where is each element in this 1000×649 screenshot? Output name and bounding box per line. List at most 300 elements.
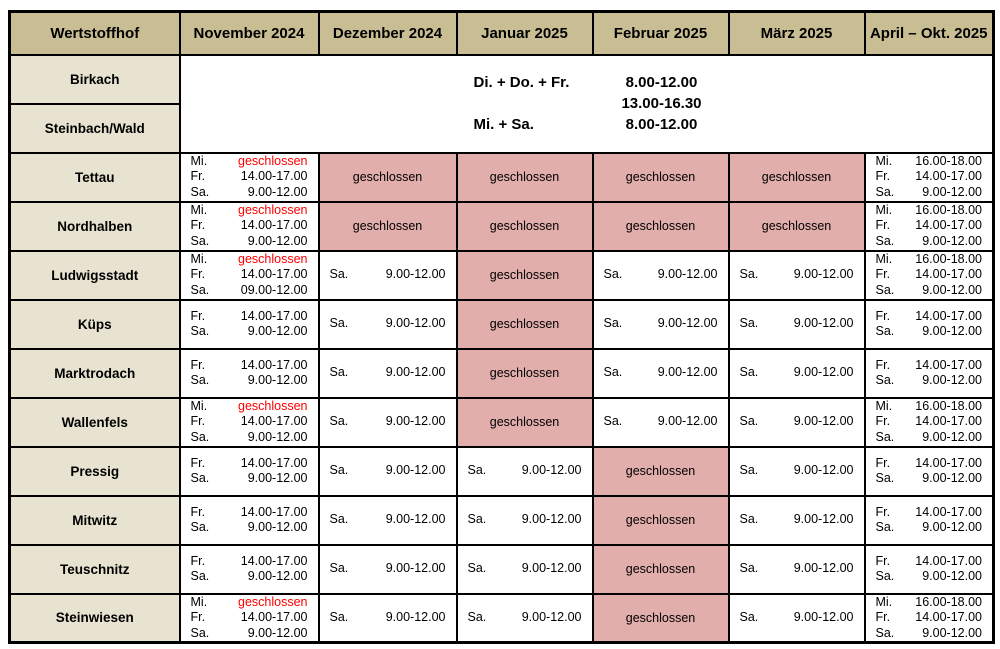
- day-label: Sa.: [329, 512, 349, 527]
- day-label: Mi.: [875, 251, 893, 266]
- time-value: 9.00-12.00: [922, 569, 982, 583]
- schedule-entry: [181, 430, 318, 446]
- schedule-entry: [181, 252, 318, 268]
- schedule-cell: [319, 496, 457, 545]
- time-value: 16.00-18.00: [915, 594, 982, 609]
- day-label: Sa.: [329, 414, 349, 429]
- schedule-entry: [866, 414, 993, 430]
- time-value: geschlossen: [238, 594, 308, 609]
- time-value: 14.00-17.00: [240, 553, 308, 568]
- location-label: Mitwitz: [10, 496, 180, 545]
- closed-label: geschlossen: [625, 562, 696, 576]
- closed-cell: [319, 153, 457, 202]
- day-label: Sa.: [603, 316, 623, 331]
- day-label: Sa.: [603, 365, 623, 380]
- schedule-cell: [729, 496, 865, 545]
- closed-label: geschlossen: [761, 219, 832, 233]
- schedule-cell: [865, 496, 994, 545]
- schedule-cell: [729, 300, 865, 349]
- schedule-entry: [181, 626, 318, 642]
- time-value: geschlossen: [238, 202, 308, 217]
- day-label: Sa.: [190, 471, 210, 485]
- time-value: 9.00-12.00: [247, 373, 308, 387]
- closed-cell: [729, 153, 865, 202]
- day-label: Fr.: [875, 267, 891, 282]
- schedule-entry: [730, 365, 864, 381]
- location-label: Steinbach/Wald: [10, 104, 180, 153]
- day-label: Sa.: [467, 610, 487, 624]
- schedule-entry: [320, 463, 456, 479]
- day-label: Mi.: [190, 202, 208, 217]
- schedule-entry: [866, 267, 993, 283]
- schedule-cell: [319, 251, 457, 300]
- schedule-entry: [594, 365, 728, 381]
- day-label: Fr.: [875, 610, 891, 624]
- day-label: Sa.: [190, 625, 210, 640]
- time-value: 9.00-12.00: [793, 610, 854, 624]
- schedule-entry: [594, 267, 728, 283]
- schedule-entry: [866, 569, 993, 585]
- schedule-entry: [866, 399, 993, 415]
- schedule-cell: [180, 594, 319, 643]
- day-label: Sa.: [467, 463, 487, 478]
- schedule-entry: [866, 554, 993, 570]
- time-value: 9.00-12.00: [247, 324, 308, 338]
- time-value: 9.00-12.00: [657, 316, 718, 331]
- schedule-entry: [181, 471, 318, 487]
- day-label: Sa.: [739, 463, 759, 478]
- time-value: 9.00-12.00: [922, 520, 982, 534]
- schedule-entry: [181, 456, 318, 472]
- schedule-cell: [180, 496, 319, 545]
- time-value: 14.00-17.00: [240, 357, 308, 372]
- day-label: Mi.: [190, 594, 208, 609]
- day-label: Sa.: [739, 316, 759, 331]
- schedule-cell: [180, 153, 319, 202]
- schedule-cell: [865, 398, 994, 447]
- day-label: Sa.: [329, 561, 349, 576]
- column-header-month: Januar 2025: [457, 12, 593, 55]
- time-value: 9.00-12.00: [922, 324, 982, 338]
- closed-cell: [593, 545, 729, 594]
- schedule-cell: [457, 594, 593, 643]
- schedule-cell: [729, 594, 865, 643]
- time-value: 14.00-17.00: [240, 169, 308, 184]
- notice-cell: [180, 55, 994, 153]
- notice-line: [181, 114, 993, 135]
- day-label: Sa.: [329, 463, 349, 478]
- day-label: Mi.: [875, 202, 893, 217]
- schedule-entry: [181, 267, 318, 283]
- day-label: Fr.: [190, 169, 206, 184]
- day-label: Sa.: [190, 569, 210, 583]
- closed-cell: [593, 594, 729, 643]
- time-value: 9.00-12.00: [521, 561, 582, 576]
- schedule-cell: [319, 300, 457, 349]
- time-value: 14.00-17.00: [240, 218, 308, 233]
- schedule-entry: [594, 316, 728, 332]
- day-label: Sa.: [875, 184, 895, 199]
- location-label: Birkach: [10, 55, 180, 104]
- schedule-entry: [866, 610, 993, 626]
- table-row: [10, 202, 994, 251]
- day-label: Fr.: [190, 504, 206, 519]
- day-label: Sa.: [467, 512, 487, 527]
- schedule-entry: [866, 520, 993, 536]
- day-label: Fr.: [190, 308, 206, 323]
- schedule-entry: [320, 267, 456, 283]
- schedule-cell: [865, 447, 994, 496]
- schedule-cell: [319, 447, 457, 496]
- time-value: 9.00-12.00: [247, 520, 308, 534]
- day-label: Sa.: [739, 365, 759, 380]
- table-row: [10, 447, 994, 496]
- closed-cell: [457, 300, 593, 349]
- closed-label: geschlossen: [352, 219, 423, 233]
- time-value: 9.00-12.00: [385, 365, 446, 380]
- schedule-entry: [181, 505, 318, 521]
- schedule-entry: [458, 512, 592, 528]
- schedule-entry: [181, 218, 318, 234]
- schedule-cell: [865, 251, 994, 300]
- day-label: Sa.: [739, 267, 759, 282]
- location-label: Tettau: [10, 153, 180, 202]
- day-label: Sa.: [739, 512, 759, 527]
- location-label: Pressig: [10, 447, 180, 496]
- schedule-entry: [594, 414, 728, 430]
- time-value: 14.00-17.00: [915, 218, 982, 233]
- schedule-entry: [730, 512, 864, 528]
- wertstoffhof-table: [8, 10, 995, 644]
- schedule-entry: [181, 399, 318, 415]
- closed-cell: [593, 496, 729, 545]
- schedule-cell: [319, 545, 457, 594]
- day-label: Sa.: [603, 267, 623, 282]
- table-row: [10, 300, 994, 349]
- day-label: Sa.: [603, 414, 623, 429]
- day-label: Sa.: [190, 282, 210, 297]
- schedule-entry: [866, 169, 993, 185]
- closed-label: geschlossen: [489, 268, 560, 282]
- time-value: 16.00-18.00: [915, 251, 982, 266]
- table-row: [10, 251, 994, 300]
- day-label: Sa.: [875, 569, 895, 583]
- day-label: Sa.: [190, 233, 210, 248]
- closed-label: geschlossen: [625, 513, 696, 527]
- schedule-cell: [865, 300, 994, 349]
- time-value: 14.00-17.00: [240, 504, 308, 519]
- time-value: 9.00-12.00: [247, 625, 308, 640]
- table-body: [10, 55, 994, 643]
- time-value: 9.00-12.00: [922, 429, 982, 444]
- schedule-cell: [319, 594, 457, 643]
- schedule-cell: [865, 594, 994, 643]
- schedule-cell: [865, 545, 994, 594]
- day-label: Sa.: [329, 316, 349, 331]
- schedule-entry: [866, 234, 993, 250]
- closed-cell: [457, 349, 593, 398]
- day-label: Sa.: [190, 520, 210, 534]
- header-row: [10, 12, 994, 55]
- schedule-cell: [180, 202, 319, 251]
- schedule-entry: [730, 610, 864, 626]
- column-header-month: Dezember 2024: [319, 12, 457, 55]
- column-header-month: November 2024: [180, 12, 319, 55]
- time-value: 14.00-17.00: [915, 169, 982, 184]
- time-value: 9.00-12.00: [521, 512, 582, 527]
- schedule-cell: [593, 398, 729, 447]
- schedule-entry: [181, 414, 318, 430]
- day-label: Sa.: [190, 184, 210, 199]
- schedule-cell: [729, 545, 865, 594]
- time-value: 9.00-12.00: [385, 463, 446, 478]
- day-label: Sa.: [875, 520, 895, 534]
- schedule-entry: [320, 561, 456, 577]
- day-label: Fr.: [875, 308, 891, 323]
- day-label: Sa.: [875, 429, 895, 444]
- day-label: Fr.: [190, 610, 206, 624]
- table-row: [10, 594, 994, 643]
- schedule-entry: [181, 324, 318, 340]
- time-value: 14.00-17.00: [240, 308, 308, 323]
- time-value: 9.00-12.00: [922, 373, 982, 387]
- time-value: 9.00-12.00: [657, 267, 718, 282]
- table-row: [10, 153, 994, 202]
- schedule-entry: [866, 373, 993, 389]
- schedule-entry: [730, 316, 864, 332]
- schedule-cell: [180, 398, 319, 447]
- schedule-entry: [730, 414, 864, 430]
- day-label: Fr.: [190, 267, 206, 282]
- location-label: Wallenfels: [10, 398, 180, 447]
- location-label: Teuschnitz: [10, 545, 180, 594]
- time-value: 9.00-12.00: [521, 610, 582, 624]
- day-label: Fr.: [875, 169, 891, 184]
- schedule-entry: [320, 414, 456, 430]
- schedule-entry: [320, 316, 456, 332]
- day-label: Sa.: [739, 414, 759, 429]
- schedule-entry: [181, 610, 318, 626]
- notice-days-label: Mi. + Sa.: [473, 116, 534, 133]
- day-label: Sa.: [190, 429, 210, 444]
- schedule-entry: [866, 309, 993, 325]
- time-value: 14.00-17.00: [240, 610, 308, 624]
- day-label: Fr.: [875, 414, 891, 429]
- time-value: 9.00-12.00: [793, 512, 854, 527]
- location-label: Küps: [10, 300, 180, 349]
- time-value: 14.00-17.00: [915, 455, 982, 470]
- schedule-entry: [181, 595, 318, 611]
- closed-label: geschlossen: [489, 219, 560, 233]
- time-value: 9.00-12.00: [247, 429, 308, 444]
- day-label: Mi.: [190, 251, 208, 266]
- schedule-entry: [866, 626, 993, 642]
- schedule-entry: [866, 252, 993, 268]
- day-label: Mi.: [875, 594, 893, 609]
- time-value: 14.00-17.00: [915, 610, 982, 624]
- time-value: 9.00-12.00: [793, 414, 854, 429]
- schedule-entry: [320, 610, 456, 626]
- time-value: 9.00-12.00: [793, 561, 854, 576]
- time-value: 9.00-12.00: [521, 463, 582, 478]
- time-value: 16.00-18.00: [915, 153, 982, 168]
- schedule-cell: [180, 545, 319, 594]
- schedule-cell: [729, 447, 865, 496]
- closed-cell: [457, 153, 593, 202]
- time-value: 9.00-12.00: [793, 365, 854, 380]
- day-label: Sa.: [329, 267, 349, 282]
- closed-label: geschlossen: [489, 415, 560, 429]
- schedule-entry: [181, 569, 318, 585]
- day-label: Sa.: [875, 625, 895, 640]
- day-label: Sa.: [739, 561, 759, 576]
- time-value: 09.00-12.00: [240, 282, 308, 297]
- day-label: Sa.: [190, 373, 210, 387]
- table-row: [10, 545, 994, 594]
- time-value: 9.00-12.00: [247, 569, 308, 583]
- day-label: Fr.: [875, 357, 891, 372]
- closed-cell: [457, 251, 593, 300]
- closed-cell: [593, 153, 729, 202]
- schedule-entry: [181, 309, 318, 325]
- day-label: Fr.: [190, 357, 206, 372]
- time-value: 9.00-12.00: [793, 316, 854, 331]
- notice-line: [181, 72, 993, 93]
- time-value: 9.00-12.00: [385, 267, 446, 282]
- time-value: 14.00-17.00: [915, 504, 982, 519]
- location-label: Marktrodach: [10, 349, 180, 398]
- day-label: Mi.: [190, 398, 208, 413]
- table-row: [10, 55, 994, 104]
- time-value: 14.00-17.00: [915, 414, 982, 429]
- day-label: Mi.: [875, 153, 893, 168]
- schedule-entry: [866, 154, 993, 170]
- schedule-cell: [457, 447, 593, 496]
- closed-label: geschlossen: [489, 317, 560, 331]
- schedule-cell: [319, 349, 457, 398]
- schedule-entry: [458, 561, 592, 577]
- time-value: 9.00-12.00: [247, 184, 308, 199]
- day-label: Sa.: [875, 282, 895, 297]
- schedule-cell: [593, 251, 729, 300]
- time-value: 14.00-17.00: [240, 414, 308, 429]
- schedule-cell: [729, 251, 865, 300]
- closed-cell: [457, 398, 593, 447]
- time-value: geschlossen: [238, 153, 308, 168]
- notice-line: [181, 93, 993, 114]
- schedule-cell: [865, 349, 994, 398]
- schedule-entry: [181, 373, 318, 389]
- closed-cell: [593, 447, 729, 496]
- time-value: 14.00-17.00: [915, 357, 982, 372]
- closed-label: geschlossen: [625, 170, 696, 184]
- schedule-cell: [593, 300, 729, 349]
- day-label: Fr.: [875, 553, 891, 568]
- location-label: Ludwigsstadt: [10, 251, 180, 300]
- time-value: 9.00-12.00: [247, 471, 308, 485]
- time-value: 14.00-17.00: [915, 267, 982, 282]
- schedule-entry: [458, 463, 592, 479]
- notice-days-label: Di. + Do. + Fr.: [473, 74, 570, 91]
- day-label: Sa.: [467, 561, 487, 576]
- day-label: Sa.: [875, 373, 895, 387]
- schedule-entry: [866, 595, 993, 611]
- column-header-month: Februar 2025: [593, 12, 729, 55]
- day-label: Fr.: [875, 455, 891, 470]
- day-label: Sa.: [190, 324, 210, 338]
- schedule-entry: [181, 283, 318, 299]
- schedule-entry: [730, 463, 864, 479]
- closed-label: geschlossen: [489, 366, 560, 380]
- schedule-entry: [181, 358, 318, 374]
- day-label: Fr.: [190, 414, 206, 429]
- day-label: Sa.: [739, 610, 759, 624]
- schedule-cell: [180, 300, 319, 349]
- time-value: 9.00-12.00: [922, 625, 982, 640]
- schedule-entry: [320, 365, 456, 381]
- schedule-entry: [458, 610, 592, 626]
- day-label: Fr.: [875, 504, 891, 519]
- table-row: [10, 349, 994, 398]
- day-label: Sa.: [875, 471, 895, 485]
- day-label: Fr.: [190, 218, 206, 233]
- closed-label: geschlossen: [489, 170, 560, 184]
- schedule-cell: [729, 349, 865, 398]
- notice-time-value: 13.00-16.30: [621, 95, 702, 112]
- schedule-cell: [319, 398, 457, 447]
- schedule-entry: [866, 430, 993, 446]
- time-value: 14.00-17.00: [915, 308, 982, 323]
- schedule-cell: [865, 153, 994, 202]
- time-value: 9.00-12.00: [657, 414, 718, 429]
- closed-cell: [593, 202, 729, 251]
- column-header-wertstoffhof: Wertstoffhof: [10, 12, 180, 55]
- schedule-entry: [866, 185, 993, 201]
- table-row: [10, 398, 994, 447]
- column-header-month: April – Okt. 2025: [865, 12, 994, 55]
- location-label: Nordhalben: [10, 202, 180, 251]
- schedule-entry: [320, 512, 456, 528]
- schedule-cell: [457, 496, 593, 545]
- time-value: 9.00-12.00: [385, 512, 446, 527]
- time-value: 9.00-12.00: [385, 561, 446, 576]
- location-label: Steinwiesen: [10, 594, 180, 643]
- column-header-month: März 2025: [729, 12, 865, 55]
- closed-cell: [319, 202, 457, 251]
- schedule-entry: [866, 505, 993, 521]
- time-value: 16.00-18.00: [915, 202, 982, 217]
- schedule-cell: [180, 251, 319, 300]
- schedule-entry: [866, 358, 993, 374]
- schedule-entry: [866, 471, 993, 487]
- schedule-cell: [180, 447, 319, 496]
- schedule-entry: [866, 324, 993, 340]
- time-value: 14.00-17.00: [915, 553, 982, 568]
- time-value: 9.00-12.00: [247, 233, 308, 248]
- notice-time-value: 8.00-12.00: [625, 116, 698, 133]
- time-value: 9.00-12.00: [385, 316, 446, 331]
- time-value: 9.00-12.00: [385, 610, 446, 624]
- schedule-cell: [593, 349, 729, 398]
- time-value: 9.00-12.00: [922, 233, 982, 248]
- day-label: Mi.: [190, 153, 208, 168]
- schedule-entry: [181, 169, 318, 185]
- closed-cell: [729, 202, 865, 251]
- day-label: Sa.: [329, 610, 349, 624]
- day-label: Fr.: [190, 455, 206, 470]
- time-value: 14.00-17.00: [240, 455, 308, 470]
- day-label: Sa.: [329, 365, 349, 380]
